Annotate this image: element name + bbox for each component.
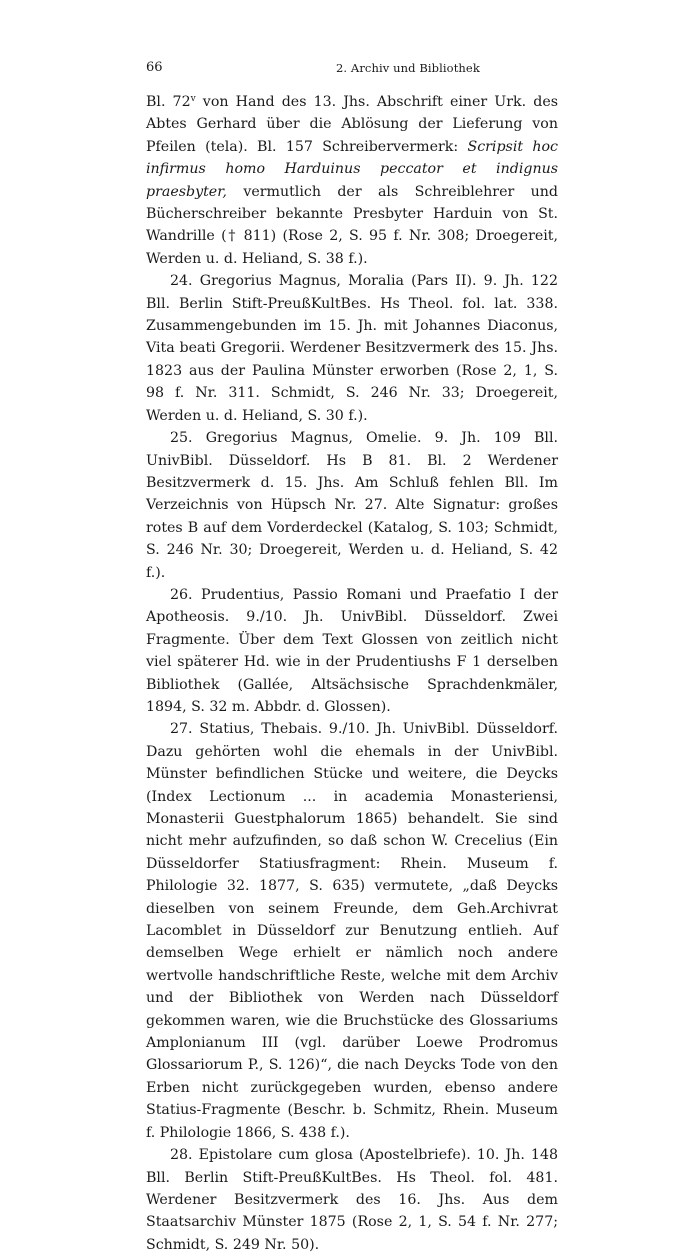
- intro-text-2: von Hand des 13. Jhs. Abschrift einer Urk. des Abtes Gerhard über die Ablösung der Lieferung von Pfeilen (tela). Bl. 157 Schreibervermerk:: [146, 94, 558, 155]
- intro-text-1: Bl. 72: [146, 94, 191, 110]
- entry-24: 24. Gregorius Magnus, Moralia (Pars II). 9. Jh. 122 Bll. Berlin Stift-PreußKultBes. Hs Theol. fol. lat. 338. Zusammengebunden im 15. Jh. mit Johannes Diaconus, Vita beati Gregorii. Werdener Besitzvermerk des 15. Jhs. 1823 aus der Paulina Münster erworben (Rose 2, 1, S. 98 f. Nr. 311. Schmidt, S. 246 Nr. 33; Droegereit, Werden u. d. Heliand, S. 30 f.).: [146, 273, 558, 424]
- body-text: [146, 91, 558, 1256]
- page-number: 66: [146, 60, 163, 75]
- entry-28: 28. Epistolare cum glosa (Apostelbriefe). 10. Jh. 148 Bll. Berlin Stift-PreußKultBes. Hs Theol. fol. 481. Werdener Besitzvermerk des 16. Jhs. Aus dem Staatsarchiv Münster 1875 (Rose 2, 1, S. 54 f. Nr. 277; Schmidt, S. 249 Nr. 50).: [146, 1147, 558, 1253]
- intro-superscript: v: [190, 94, 196, 104]
- running-head: 2. Archiv und Bibliothek: [336, 61, 480, 75]
- intro-text-3: vermutlich der als Schreiblehrer und Bücherschreiber bekannte Presbyter Harduin von St. Wandrille († 811) (Rose 2, S. 95 f. Nr. 308; Droegereit, Werden u. d. Heliand, S. 38 f.).: [146, 183, 558, 267]
- entry-27: 27. Statius, Thebais. 9./10. Jh. UnivBibl. Düsseldorf. Dazu gehörten wohl die ehemals in der UnivBibl. Münster befindlichen Stücke und weitere, die Deycks (Index Lectionum ... in academia Monasteriensi, Monasterii Guestphalorum 1865) behandelt. Sie sind nicht mehr aufzufinden, so daß schon W. Crecelius (Ein Düsseldorfer Statiusfragment: Rhein. Museum f. Philologie 32. 1877, S. 635) vermutete, „daß Deycks dieselben von seinem Freunde, dem Geh.Archivrat Lacomblet in Düsseldorf zur Benutzung entlieh. Auf demselben Wege erhielt er nämlich noch andere wertvolle handschriftliche Reste, welche mit dem Archiv und der Bibliothek von Werden nach Düsseldorf gekommen waren, wie die Bruchstücke des Glossariums Amplonianum III (vgl. darüber Loewe Prodromus Glossariorum P., S. 126)“, die nach Deycks Tode von den Erben nicht zurückgegeben wurden, ebenso andere Statius-Fragmente (Beschr. b. Schmitz, Rhein. Museum f. Philologie 1866, S. 438 f.).: [146, 721, 558, 1141]
- intro-paragraph: [146, 91, 558, 270]
- page-header: [146, 60, 556, 80]
- entry-26: 26. Prudentius, Passio Romani und Praefatio I der Apotheosis. 9./10. Jh. UnivBibl. Düsseldorf. Zwei Fragmente. Über dem Text Glossen von zeitlich nicht viel späterer Hd. wie in der Prudentiushs F 1 derselben Bibliothek (Gallée, Altsächsische Sprachdenkmäler, 1894, S. 32 m. Abbdr. d. Glossen).: [146, 586, 558, 715]
- entry-25: 25. Gregorius Magnus, Omelie. 9. Jh. 109 Bll. UnivBibl. Düsseldorf. Hs B 81. Bl. 2 Werdener Besitzvermerk d. 15. Jhs. Am Schluß fehlen Bll. Im Verzeichnis von Hüpsch Nr. 27. Alte Signatur: großes rotes B auf dem Vorderdeckel (Katalog, S. 103; Schmidt, S. 246 Nr. 30; Droegereit, Werden u. d. Heliand, S. 42 f.).: [146, 430, 558, 581]
- intro-latin-quote: Scripsit hoc infirmus homo Harduinus peccator et indignus praesbyter,: [146, 138, 558, 200]
